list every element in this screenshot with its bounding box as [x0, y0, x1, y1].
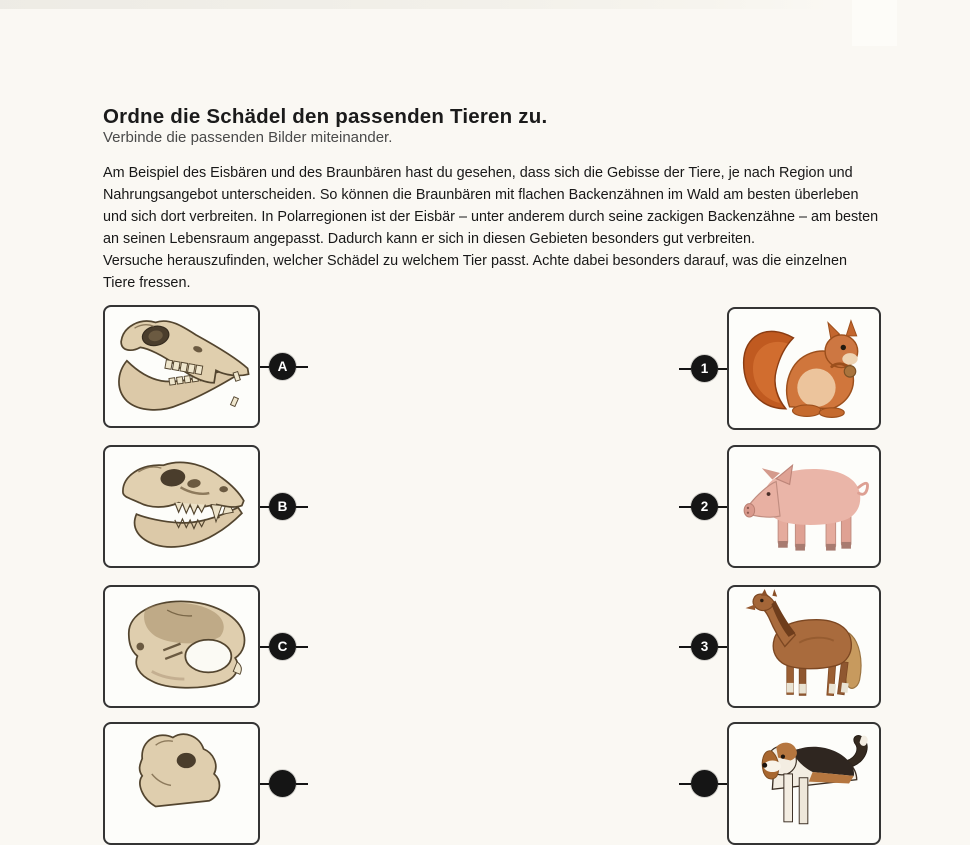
skull-image-box-d[interactable] [103, 722, 260, 845]
dog-skull-image [108, 726, 255, 841]
skull-row-b [103, 445, 308, 568]
connector-dot-1[interactable] [691, 355, 718, 382]
animal-row-2 [679, 445, 881, 568]
intro-text [103, 162, 881, 294]
skull-image-box-b[interactable] [103, 445, 260, 568]
connector-line-4 [718, 783, 727, 785]
connector-dot-label: B [277, 499, 288, 514]
rodent-skull-image [108, 589, 255, 704]
animal-image-box-4[interactable] [727, 722, 881, 845]
connector-stub-d [296, 783, 308, 785]
connector-stub-c [296, 646, 308, 648]
animal-image-box-3[interactable] [727, 585, 881, 708]
animal-row-3 [679, 585, 881, 708]
task-paragraph: Versuche herauszufinden, welcher Schädel zu welchem Tier passt. Achte dabei besonders darauf, was die einzelnen Tiere fressen. [103, 253, 847, 291]
connector-dot-label: C [277, 639, 288, 654]
connector-stub-4 [679, 783, 691, 785]
predator-skull-image [108, 449, 255, 564]
connector-line-d [260, 783, 269, 785]
connector-dot-label: 1 [700, 361, 709, 376]
connector-dot-d[interactable] [269, 770, 296, 797]
connector-dot-label: 3 [700, 639, 709, 654]
connector-line-a [260, 366, 269, 368]
connector-dot-a[interactable] [269, 353, 296, 380]
intro-paragraph: Am Beispiel des Eisbären und des Braunbären hast du gesehen, dass sich die Gebisse der Tiere, je nach Region und Nahrungsangebot unterscheiden. So können die Braunbären mit flachen Backenzähnen im Wald am besten überleben und sich dort verbreiten. In Polarregionen ist der Eisbär – unter anderem durch seine zackigen Backenzähne – am besten an seinen Lebensraum angepasst. Dadurch kann er sich in diesen Gebieten besonders gut verbreiten. [103, 165, 879, 247]
connector-dot-c[interactable] [269, 633, 296, 660]
connector-dot-3[interactable] [691, 633, 718, 660]
squirrel-image [732, 311, 876, 426]
skull-row-c [103, 585, 308, 708]
connector-stub-3 [679, 646, 691, 648]
animal-row-1 [679, 307, 881, 430]
connector-stub-b [296, 506, 308, 508]
pig-image [732, 449, 876, 564]
dog-image [732, 726, 876, 841]
connector-line-3 [718, 646, 727, 648]
connector-dot-label: 2 [700, 499, 709, 514]
connector-dot-2[interactable] [691, 493, 718, 520]
connector-stub-a [296, 366, 308, 368]
skull-image-box-a[interactable] [103, 305, 260, 428]
top-edge-artifact [0, 0, 830, 9]
animal-image-box-2[interactable] [727, 445, 881, 568]
connector-stub-2 [679, 506, 691, 508]
horse-image [732, 589, 876, 704]
connector-dot-b[interactable] [269, 493, 296, 520]
skull-image-box-c[interactable] [103, 585, 260, 708]
animal-row-4 [679, 722, 881, 845]
connector-dot-4[interactable] [691, 770, 718, 797]
connector-stub-1 [679, 368, 691, 370]
connector-line-2 [718, 506, 727, 508]
connector-line-b [260, 506, 269, 508]
connector-line-c [260, 646, 269, 648]
skull-row-a [103, 305, 308, 428]
connector-dot-label: A [277, 359, 288, 374]
top-edge-artifact-right [852, 0, 897, 46]
animal-image-box-1[interactable] [727, 307, 881, 430]
page-subtitle: Verbinde die passenden Bilder miteinander. [103, 129, 393, 146]
horse-skull-image [108, 309, 255, 424]
page-title: Ordne die Schädel den passenden Tieren zu. [103, 104, 548, 128]
skull-row-d [103, 722, 308, 845]
connector-line-1 [718, 368, 727, 370]
